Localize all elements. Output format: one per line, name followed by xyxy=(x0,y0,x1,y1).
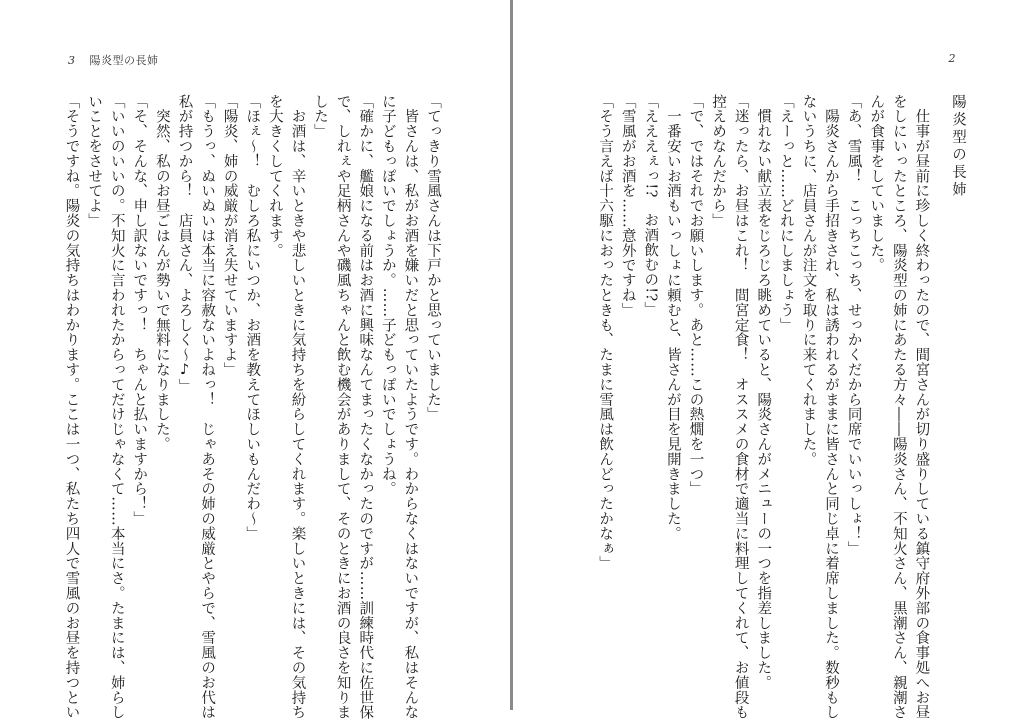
chapter-title: 陽炎型の長姉 xyxy=(950,94,966,199)
text-line: ないうちに、店員さんが注文を取りに来てくれました。 xyxy=(800,94,817,467)
text-line: 「そう言えば十六駆におったときも、たまに雪風は飲んどったかなぁ」 xyxy=(597,94,614,571)
text-line: 一番安いお酒もいっしょに頼むと、皆さんが目を見開きました。 xyxy=(664,94,681,541)
text-line: 「もうっ、ぬいぬいは本当に容赦ないよねっ！ じゃあその姉の威厳とやらで、雪風のお代は xyxy=(199,94,216,720)
text-line: 「で、ではそれでお願いします。あと……この熱燗を一つ」 xyxy=(687,94,704,497)
text-line: 「いいのいいの。不知火に言われたからってだけじゃなくて……本当にさ。たまには、姉らし xyxy=(108,94,125,720)
text-line: お酒は、辛いときや悲しいときに気持ちを紛らしてくれます。楽しいときには、その気持ち xyxy=(289,94,306,720)
text-line: 「えええぇっ!? お酒飲むの!?」 xyxy=(642,94,659,317)
left-page-number: 3 xyxy=(68,54,76,67)
text-line: 「てっきり雪風さんは下戸かと思っていました」 xyxy=(425,94,441,422)
text-line: んが食事をしていました。 xyxy=(868,94,885,273)
text-line: 「あ、雪風！ こっちこっち、せっかくだから同席でいいっしょ！」 xyxy=(845,94,862,556)
text-line: 「確かに、艦娘になる前はお酒に興味なんてまったくなかったのですが……訓練時代に佐世保 xyxy=(357,94,374,720)
text-line: いことをさせてよ」 xyxy=(86,94,103,229)
left-page-header xyxy=(68,52,159,68)
text-line: 皆さんは、私がお酒を嫌いだと思っていたようです。わからなくはないですが、私はそんな xyxy=(402,94,419,720)
text-line: 突然、私のお昼ごはんが勢いで無料になりました。 xyxy=(153,94,170,452)
left-page xyxy=(0,0,511,720)
text-line: 「雪風がお酒を……意外ですね」 xyxy=(619,94,636,318)
text-line: 仕事が昼前に珍しく終わったので、間宮さんが切り盛りしている鎮守府外部の食事処へお昼 xyxy=(913,94,930,720)
text-line: 陽炎さんから手招きされ、私は誘われるがままに皆さんと同じ卓に着席しました。数秒もし xyxy=(823,94,840,720)
text-line: で、しれぇや足柄さんや磯風ちゃんと飲む機会がありまして、そのときにお酒の良さを知りま xyxy=(334,94,351,720)
text-line: 「陽炎、姉の威厳が消え失せていますよ」 xyxy=(221,94,238,378)
left-running-title: 陽炎型の長姉 xyxy=(89,54,159,67)
text-line: をしにいったところ、陽炎型の姉にあたる方々――陽炎さん、不知火さん、黒潮さん、親潮さ xyxy=(890,94,907,720)
right-page-number: 2 xyxy=(948,52,956,65)
text-line: 「そ、そんな、申し訳ないですっ！ ちゃんと払いますから！」 xyxy=(131,94,148,527)
title-spacer xyxy=(932,94,946,654)
text-line: 控えめなんだから」 xyxy=(710,94,727,229)
text-line: を大きくしてくれます。 xyxy=(266,94,283,258)
text-line: 「迷ったら、お昼はこれ！ 間宮定食！ オススメの食材で適当に料理してくれて、お値段も xyxy=(732,94,749,720)
left-page-body xyxy=(58,94,444,720)
right-page-body xyxy=(597,94,969,720)
text-line: した」 xyxy=(312,94,329,139)
text-line: 「えーっと……どれにしましょう」 xyxy=(777,94,794,333)
text-line: 私が持つから！ 店員さん、よろしく〜♪」 xyxy=(176,94,193,394)
text-line: 「そうですね。陽炎の気持ちはわかります。ここは一つ、私たち四人で雪風のお昼を持つとい xyxy=(63,94,80,720)
text-line: 「ほぇ〜！ むしろ私にいつか、お酒を教えてほしいもんだわ〜」 xyxy=(244,94,261,541)
right-page xyxy=(513,0,1024,720)
text-line: 慣れない献立表をじろじろ眺めていると、陽炎さんがメニューの一つを指差しました。 xyxy=(755,94,772,690)
text-line: に子どもっぽいでしょうか。……子どもっぽいでしょうね。 xyxy=(379,94,396,497)
